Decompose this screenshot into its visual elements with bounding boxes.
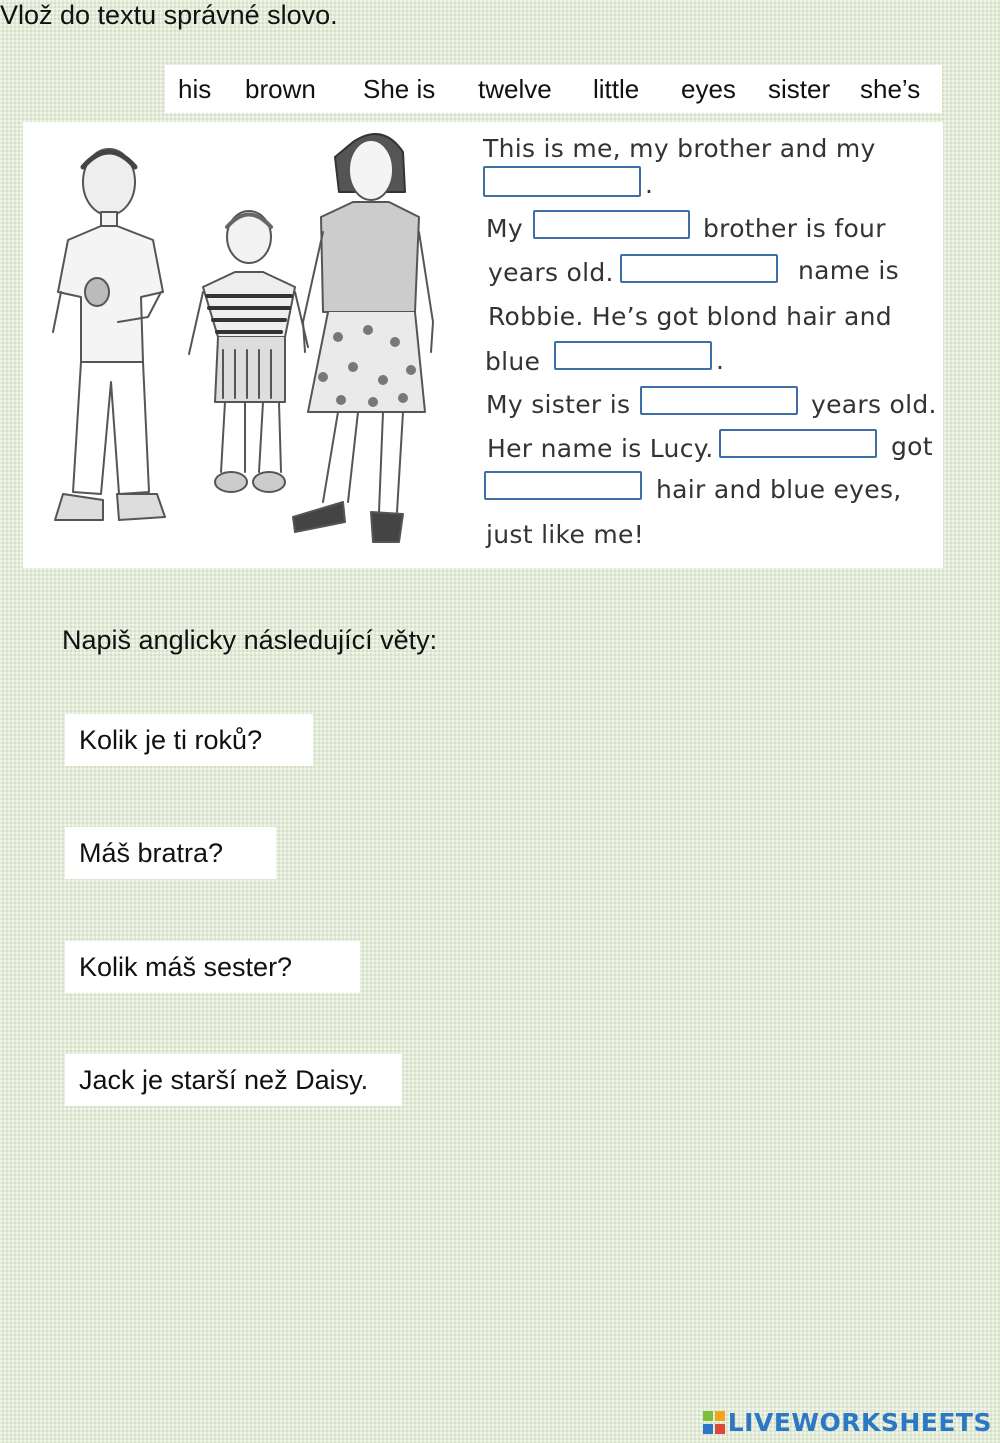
question-box-1: Kolik je ti roků?	[65, 714, 313, 766]
text-fragment: .	[716, 346, 725, 375]
question-box-3: Kolik máš sester?	[65, 941, 360, 993]
answer-gap-1[interactable]	[483, 166, 641, 197]
family-drawing	[23, 122, 463, 568]
text-fragment: brother is four	[703, 214, 886, 243]
word-bank-item: She is	[363, 74, 436, 104]
girl-figure	[293, 134, 433, 542]
liveworksheets-brand	[702, 1408, 992, 1437]
instruction-translate: Napiš anglicky následující věty:	[62, 625, 438, 655]
instruction-fill-words: Vlož do textu správné slovo.	[0, 0, 338, 30]
word-bank-item: brown	[245, 74, 316, 104]
text-fragment: My	[486, 214, 523, 243]
text-fragment: .	[645, 170, 654, 199]
question-box-2: Máš bratra?	[65, 827, 276, 879]
answer-gap-7[interactable]	[484, 471, 642, 500]
boy-figure	[189, 211, 308, 492]
text-fragment: years old.	[488, 258, 614, 287]
answer-gap-4[interactable]	[554, 341, 712, 370]
question-box-4: Jack je starší než Daisy.	[65, 1054, 402, 1106]
word-bank-item: eyes	[681, 74, 736, 104]
text-line: just like me!	[486, 520, 645, 549]
text-fragment: blue	[485, 347, 541, 376]
answer-gap-3[interactable]	[620, 254, 778, 283]
text-fragment: name is	[798, 256, 899, 285]
text-line: Robbie. He’s got blond hair and	[488, 302, 892, 331]
word-bank-item: she’s	[860, 74, 921, 104]
text-fragment: got	[891, 432, 933, 461]
answer-gap-6[interactable]	[719, 429, 877, 458]
text-fragment: years old.	[811, 390, 937, 419]
word-bank	[165, 65, 942, 113]
liveworksheets-logo-icon	[702, 1410, 726, 1436]
text-line: This is me, my brother and my	[483, 134, 876, 163]
exercise-panel	[23, 122, 943, 568]
text-fragment: My sister is	[486, 390, 631, 419]
word-bank-item: his	[178, 74, 212, 104]
word-bank-item: twelve	[478, 74, 552, 104]
answer-gap-5[interactable]	[640, 386, 798, 415]
word-bank-item: sister	[768, 74, 831, 104]
text-fragment: hair and blue eyes,	[656, 475, 902, 504]
answer-gap-2[interactable]	[533, 210, 690, 239]
word-bank-item: little	[593, 74, 640, 104]
father-figure	[53, 149, 165, 520]
text-fragment: Her name is Lucy.	[487, 434, 714, 463]
brand-text: LIVEWORKSHEETS	[727, 1408, 992, 1437]
